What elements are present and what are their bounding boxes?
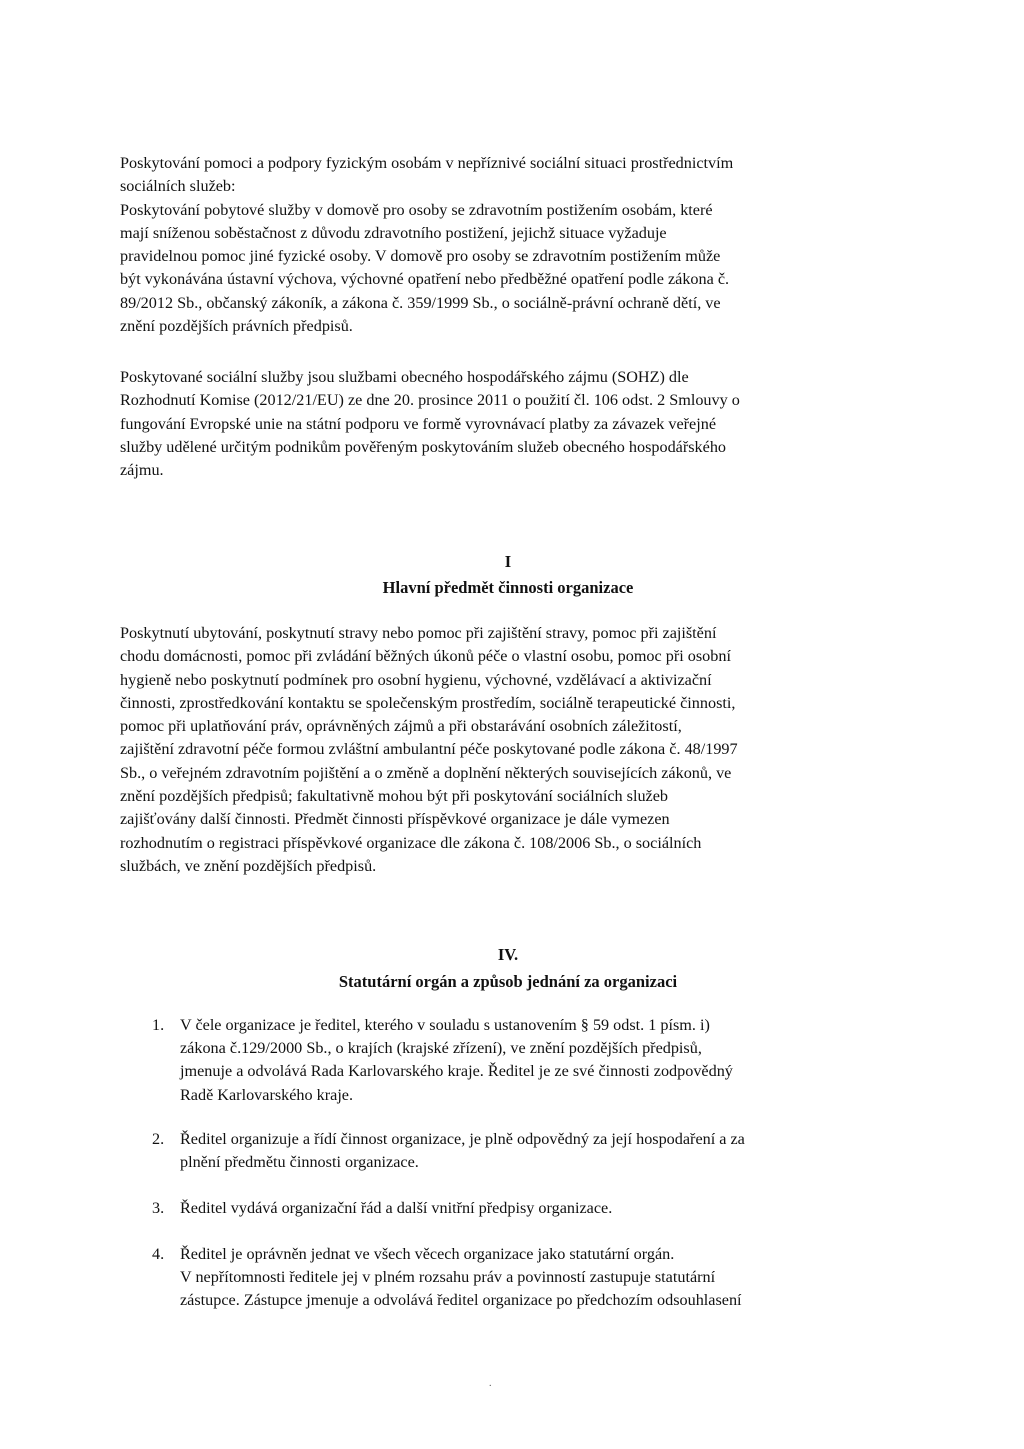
text-line: Poskytnutí ubytování, poskytnutí stravy nebo pomoc při zajištění stravy, pomoc při zajištění xyxy=(120,624,717,642)
section-3-paragraph xyxy=(120,622,896,878)
stray-mark: . xyxy=(489,1378,492,1389)
text-line: 89/2012 Sb., občanský zákoník, a zákona č. 359/1999 Sb., o sociálně-právní ochraně dětí, ve xyxy=(120,293,721,312)
list-item-number: 2. xyxy=(152,1130,165,1148)
text-line: hygieně nebo poskytnutí podmínek pro osobní hygienu, výchovné, vzdělávací a aktivizační xyxy=(120,670,712,689)
text-line: Poskytování pobytové služby v domově pro osoby se zdravotním postižením osobám, které xyxy=(120,200,713,219)
text-line: Poskytování pomoci a podpory fyzickým osobám v nepříznivé sociální situaci prostřednictvím xyxy=(120,154,734,172)
text-line: znění pozdějších předpisů; fakultativně mohou být při poskytování sociálních služeb xyxy=(120,787,669,806)
text-line: pravidelnou pomoc jiné fyzické osoby. V domově pro osoby se zdravotním postižením může xyxy=(120,247,721,266)
text-line: rozhodnutím o registraci příspěvkové organizace dle zákona č. 108/2006 Sb., o sociálních xyxy=(120,833,702,852)
section-3-number: I xyxy=(504,552,512,571)
list-item-text xyxy=(180,1243,896,1313)
text-line: Ředitel je oprávněn jednat ve všech věcech organizace jako statutární orgán. xyxy=(180,1245,675,1263)
text-line: Radě Karlovarského kraje. xyxy=(180,1085,354,1104)
text-line: Poskytované sociální služby jsou službami obecného hospodářského zájmu (SOHZ) dle xyxy=(120,368,689,386)
list-item-number: 1. xyxy=(152,1016,165,1034)
text-line: činnosti, zprostředkování kontaktu se společenským prostředím, sociálně terapeutické činnosti, xyxy=(120,693,736,712)
text-line: službách, ve znění pozdějších předpisů. xyxy=(120,856,377,875)
list-item-number: 3. xyxy=(152,1199,165,1217)
text-line: Sb., o veřejném zdravotním pojištění a o změně a doplnění některých souvisejících zákonů, ve xyxy=(120,763,732,782)
text-line: pomoc při uplatňování práv, oprávněných zájmů a při obstarávání osobních záležitostí, xyxy=(120,717,682,736)
text-line: jmenuje a odvolává Rada Karlovarského kraje. Ředitel je ze své činnosti zodpovědný xyxy=(180,1062,733,1081)
text-line: zajištění zdravotní péče formou zvláštní ambulantní péče poskytované podle zákona č. 48/1997 xyxy=(120,740,738,759)
list-item-number: 4. xyxy=(152,1245,165,1263)
section-4-number: IV. xyxy=(497,945,519,964)
text-line: V čele organizace je ředitel, kterého v souladu s ustanovením § 59 odst. 1 písm. i) xyxy=(180,1016,710,1034)
text-line: služby udělené určitým podnikům pověřeným poskytováním služeb obecného hospodářského xyxy=(120,437,727,456)
sohz-paragraph xyxy=(120,366,896,482)
text-line: V nepřítomnosti ředitele jej v plném rozsahu práv a povinností zastupuje statutární xyxy=(180,1268,716,1287)
list-item-text xyxy=(180,1197,896,1220)
text-line: plnění předmětu činnosti organizace. xyxy=(180,1153,419,1172)
text-line: znění pozdějších právních předpisů. xyxy=(120,317,353,336)
text-line: Ředitel organizuje a řídí činnost organizace, je plně odpovědný za její hospodaření a za xyxy=(180,1130,745,1148)
text-line: chodu domácnosti, pomoc při zvládání běžných úkonů péče o vlastní osobu, pomoc při osobní xyxy=(120,647,731,666)
list-item xyxy=(152,1197,896,1221)
text-line: zákona č.129/2000 Sb., o krajích (krajské zřízení), ve znění pozdějších předpisů, xyxy=(180,1039,702,1058)
text-line: Rozhodnutí Komise (2012/21/EU) ze dne 20. prosince 2011 o použití čl. 106 odst. 2 Smlouvy o xyxy=(120,391,740,410)
intro-paragraph xyxy=(120,152,896,338)
section-3-title: Hlavní předmět činnosti organizace xyxy=(382,578,634,597)
text-line: sociálních služeb: xyxy=(120,177,236,196)
text-line: být vykonávána ústavní výchova, výchovné opatření nebo předběžné opatření podle zákona č. xyxy=(120,270,730,289)
text-line: fungování Evropské unie na státní podporu ve formě vyrovnávací platby za závazek veřejné xyxy=(120,414,717,433)
text-line: zástupce. Zástupce jmenuje a odvolává ředitel organizace po předchozím odsouhlasení xyxy=(180,1291,742,1310)
text-line: mají sníženou soběstačnost z důvodu zdravotního postižení, jejichž situace vyžaduje xyxy=(120,223,667,242)
list-item-text xyxy=(180,1014,896,1107)
list-item xyxy=(152,1014,896,1108)
section-4-title: Statutární orgán a způsob jednání za organizaci xyxy=(338,972,678,991)
list-item xyxy=(152,1243,896,1313)
text-line: Ředitel vydává organizační řád a další vnitřní předpisy organizace. xyxy=(180,1199,613,1217)
text-line: zájmu. xyxy=(120,461,164,480)
list-item xyxy=(152,1128,896,1175)
text-line: zajišťovány další činnosti. Předmět činnosti příspěvkové organizace je dále vymezen xyxy=(120,810,670,829)
list-item-text xyxy=(180,1128,896,1174)
